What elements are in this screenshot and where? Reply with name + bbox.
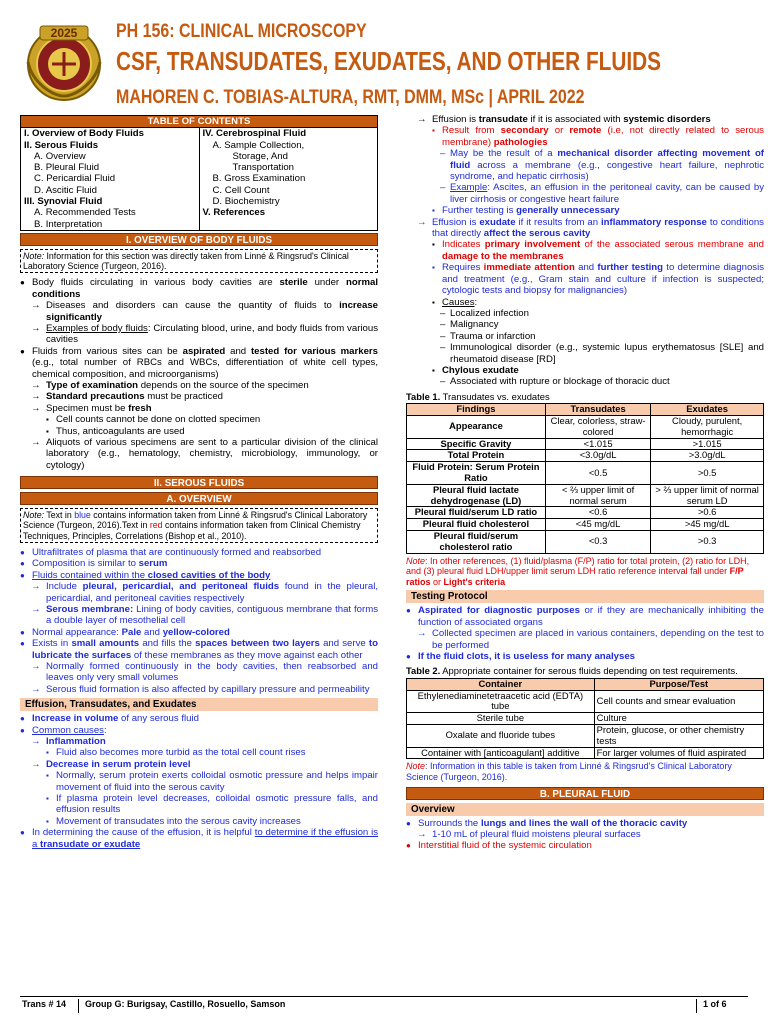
toc-item[interactable]: D. Biochemistry	[212, 196, 280, 208]
list-item: ▪ Fluid also becomes more turbid as the total cell count rises	[20, 747, 378, 758]
list-item: ● Body fluids circulating in various body cavities are sterile under normal conditions	[20, 277, 378, 300]
table-cell: Clear, colorless, straw-colored	[545, 415, 650, 438]
table-cell: Container with [anticoagulant] additive	[407, 747, 595, 759]
list-item: ● Common causes:	[20, 725, 378, 736]
serous-overview-list	[20, 547, 378, 695]
list-item: ▪ If plasma protein level decreases, colloidal osmotic pressure falls, and effusion results	[20, 793, 378, 816]
table-row	[407, 519, 764, 531]
table-row	[407, 724, 764, 747]
toc-item[interactable]: Transportation	[232, 162, 295, 174]
table-cell: Pleural fluid lactate dehydrogenase (LD)	[407, 484, 546, 507]
toc-item[interactable]: C. Cell Count	[212, 184, 270, 196]
table-cell: >3.0g/dL	[651, 450, 764, 462]
table-row	[407, 415, 764, 438]
table-of-contents	[20, 115, 378, 231]
toc-item[interactable]: IV. Cerebrospinal Fluid	[202, 128, 307, 140]
left-column	[20, 115, 378, 850]
list-item: → Effusion is exudate if it results from an inflammatory response to conditions that directly affect the serous cavity	[406, 217, 764, 240]
college-seal-logo	[22, 22, 106, 104]
table-cell: < ⅔ upper limit of normal serum	[545, 484, 650, 507]
table-cell: Culture	[594, 713, 763, 725]
list-item: ▪ Indicates primary involvement of the associated serous membrane and damage to the membranes	[406, 239, 764, 262]
page-footer	[20, 996, 748, 1009]
table-row	[407, 462, 764, 485]
list-item: ● Aspirated for diagnostic purposes or if they are mechanically inhibiting the function of associated organs	[406, 605, 764, 628]
table-header: Container	[407, 678, 595, 690]
table-cell: >0.5	[651, 462, 764, 485]
toc-item[interactable]: B. Pleural Fluid	[34, 162, 100, 174]
list-item: → Normally formed continuously in the body cavities, then reabsorbed and leaves only very small volumes	[20, 661, 378, 684]
toc-left-list	[21, 128, 200, 231]
section-bar-overview: I. OVERVIEW OF BODY FLUIDS	[20, 233, 378, 246]
table-cell: <1.015	[545, 438, 650, 450]
pleural-overview-list	[406, 818, 764, 852]
list-item: → Standard precautions must be practiced	[20, 391, 378, 402]
list-item: → Effusion is transudate if it is associated with systemic disorders	[406, 114, 764, 125]
table-cell: > ⅔ upper limit of normal serum LD	[651, 484, 764, 507]
footer-trans: Trans # 14	[22, 999, 67, 1009]
list-item: ● Composition is similar to serum	[20, 558, 378, 569]
table-cell: Cell counts and smear evaluation	[594, 690, 763, 713]
list-item: → Decrease in serum protein level	[20, 759, 378, 770]
list-item: → Inflammation	[20, 736, 378, 747]
right-column	[406, 114, 764, 852]
table-cell: Pleural fluid/serum cholesterol ratio	[407, 530, 546, 553]
table-cell: <45 mg/dL	[545, 519, 650, 531]
table-cell: Sterile tube	[407, 713, 595, 725]
pleural-overview-heading: Overview	[406, 803, 764, 816]
list-item: – May be the result of a mechanical disorder affecting movement of fluid across a membrane (e.g., congestive heart failure, nephrotic syndrome, and hepatic cirrhosis)	[406, 148, 764, 182]
table-header: Purpose/Test	[594, 678, 763, 690]
table-header: Findings	[407, 404, 546, 416]
note-box: Note: Text in blue contains information taken from Linné & Ringsrud's Clinical Laboratory Science (Turgeon, 2016).Text in red contains information taken from Clinical Chemistry Techniques, Principles, Correlations (Bishop et al., 2010).	[20, 508, 378, 543]
overview-list	[20, 277, 378, 471]
list-item: ● In determining the cause of the effusion, it is helpful to determine if the effusion is a transudate or exudate	[20, 827, 378, 850]
testing-protocol-heading: Testing Protocol	[406, 590, 764, 603]
toc-item[interactable]: A. Recommended Tests	[34, 207, 136, 219]
list-item: ▪ Thus, anticoagulants are used	[20, 426, 378, 437]
toc-item[interactable]: III. Synovial Fluid	[24, 196, 103, 208]
subsection-bar-overview: A. OVERVIEW	[20, 492, 378, 505]
transudate-exudate-table	[406, 403, 764, 553]
table-cell: Pleural fluid cholesterol	[407, 519, 546, 531]
effusion-heading: Effusion, Transudates, and Exudates	[20, 698, 378, 711]
table-row	[407, 747, 764, 759]
logo-year-text: 2025	[50, 26, 78, 40]
table-cell: Oxalate and fluoride tubes	[407, 724, 595, 747]
list-item: ● Interstitial fluid of the systemic circulation	[406, 840, 764, 851]
list-item: ▪ Chylous exudate	[406, 365, 764, 376]
list-item: – Malignancy	[406, 319, 764, 330]
note-box: Note: Information for this section was directly taken from Linné & Ringsrud's Clinical Laboratory Science (Turgeon, 2016).	[20, 249, 378, 273]
effusion-list	[20, 713, 378, 850]
author-line: MAHOREN C. TOBIAS-ALTURA, RMT, DMM, MSc | APRIL 2022	[116, 86, 585, 108]
toc-item[interactable]: D. Ascitic Fluid	[34, 184, 97, 196]
toc-item[interactable]: II. Serous Fluids	[24, 139, 99, 151]
subsection-bar-pleural: B. PLEURAL FLUID	[406, 787, 764, 800]
course-title: PH 156: CLINICAL MICROSCOPY	[116, 21, 367, 42]
table-cell: Total Protein	[407, 450, 546, 462]
table-cell: <3.0g/dL	[545, 450, 650, 462]
list-item: ▪ Requires immediate attention and further testing to determine diagnosis and treatment (e.g., Gram stain and culture if infection is suspected; cytologic tests and biopsy for malignancies)	[406, 262, 764, 296]
list-item: ● Fluids contained within the closed cavities of the body	[20, 570, 378, 581]
table-cell: >0.3	[651, 530, 764, 553]
container-table	[406, 678, 764, 760]
table-row	[407, 450, 764, 462]
toc-item[interactable]: B. Interpretation	[34, 218, 103, 230]
list-item: → Examples of body fluids: Circulating blood, urine, and body fluids from various cavities	[20, 323, 378, 346]
table-cell: <0.6	[545, 507, 650, 519]
transudate-exudate-list	[406, 114, 764, 388]
table1-note: Note: In other references, (1) fluid/plasma (F/P) ratio for total protein, (2) ratio for LDH, and (3) pleural fluid LDH/upper limit serum LDH ratio reference interval fall under F/P ratios or Light's criteria	[406, 555, 750, 587]
table-cell: <0.5	[545, 462, 650, 485]
list-item: → Aliquots of various specimens are sent to a particular division of the clinical laboratory (e.g., hematology, chemistry, microbiology, immunology, or cytology)	[20, 437, 378, 471]
list-item: – Example: Ascites, an effusion in the peritoneal cavity, can be caused by liver cirrhosis or congestive heart failure	[406, 182, 764, 205]
table-cell: Protein, glucose, or other chemistry tests	[594, 724, 763, 747]
toc-heading: TABLE OF CONTENTS	[21, 116, 378, 128]
list-item: ● Ultrafiltrates of plasma that are continuously formed and reabsorbed	[20, 547, 378, 558]
list-item: – Trauma or infarction	[406, 331, 764, 342]
list-item: ▪ Movement of transudates into the serous cavity increases	[20, 816, 378, 827]
list-item: ● If the fluid clots, it is useless for many analyses	[406, 651, 764, 662]
table-cell: >0.6	[651, 507, 764, 519]
list-item: ● Exists in small amounts and fills the spaces between two layers and serve to lubricate the surfaces of these membranes as they move against each other	[20, 638, 378, 661]
table-header: Exudates	[651, 404, 764, 416]
table-cell: Specific Gravity	[407, 438, 546, 450]
toc-right-list	[199, 128, 378, 231]
table-row	[407, 690, 764, 713]
table-cell: >1.015	[651, 438, 764, 450]
table1-caption: Table 1. Transudates vs. exudates	[406, 390, 550, 402]
list-item: ▪ Result from secondary or remote (i.e, not directly related to serous membrane) pathologies	[406, 125, 764, 148]
table-row	[407, 713, 764, 725]
table-cell: Cloudy, purulent, hemorrhagic	[651, 415, 764, 438]
list-item: → Include pleural, pericardial, and peritoneal fluids found in the pleural, pericardial, and peritoneal cavities respectively	[20, 581, 378, 604]
table2-note: Note: Information in this table is taken from Linné & Ringsrud's Clinical Laboratory Science (Turgeon, 2016).	[406, 761, 732, 782]
toc-item[interactable]: B. Gross Examination	[212, 173, 306, 185]
table-cell: For larger volumes of fluid aspirated	[594, 747, 763, 759]
toc-item[interactable]: A. Sample Collection,	[212, 139, 305, 151]
table-cell: Ethylenediaminetetraacetic acid (EDTA) tube	[407, 690, 595, 713]
toc-item[interactable]: C. Pericardial Fluid	[34, 173, 116, 185]
table-row	[407, 530, 764, 553]
table-cell: Fluid Protein: Serum Protein Ratio	[407, 462, 546, 485]
list-item: → Type of examination depends on the source of the specimen	[20, 380, 378, 391]
testing-protocol-list	[406, 605, 764, 662]
footer-group: Group G: Burigsay, Castillo, Rosuello, Samson	[78, 999, 285, 1013]
toc-item[interactable]: Storage, And	[232, 150, 288, 162]
table-cell: >45 mg/dL	[651, 519, 764, 531]
table-cell: Pleural fluid/serum LD ratio	[407, 507, 546, 519]
table-cell: Appearance	[407, 415, 546, 438]
list-item: → Diseases and disorders can cause the quantity of fluids to increase significantly	[20, 300, 378, 323]
list-item: ▪ Normally, serum protein exerts colloidal osmotic pressure and helps impair movement of fluid into the serous cavity	[20, 770, 378, 793]
list-item: ▪ Cell counts cannot be done on clotted specimen	[20, 414, 378, 425]
table2-caption: Table 2. Appropriate container for serous fluids depending on test requirements.	[406, 665, 738, 677]
list-item: ▪ Further testing is generally unnecessary	[406, 205, 764, 216]
table-cell: <0.3	[545, 530, 650, 553]
table-row	[407, 507, 764, 519]
list-item: → Serous membrane: Lining of body cavities, contiguous membrane that forms a double layer of mesothelial cell	[20, 604, 378, 627]
footer-page-number: 1 of 6	[696, 999, 727, 1013]
table-row	[407, 438, 764, 450]
list-item: → Collected specimen are placed in various containers, depending on the test to be performed	[406, 628, 764, 651]
list-item: ● Normal appearance: Pale and yellow-colored	[20, 627, 378, 638]
list-item: – Immunological disorder (e.g., systemic lupus erythematosus [SLE] and rheumatoid disease [RD]	[406, 342, 764, 365]
toc-item[interactable]: V. References	[202, 207, 266, 219]
list-item: → 1-10 mL of pleural fluid moistens pleural surfaces	[406, 829, 764, 840]
list-item: ● Fluids from various sites can be aspirated and tested for various markers (e.g., total number of RBCs and WBCs, differentiation of white cell types, chemical composition, and microorganisms)	[20, 346, 378, 380]
toc-item[interactable]: I. Overview of Body Fluids	[24, 128, 144, 140]
list-item: → Serous fluid formation is also affected by capillary pressure and permeability	[20, 684, 378, 695]
section-bar-serous: II. SEROUS FLUIDS	[20, 476, 378, 489]
document-title: CSF, TRANSUDATES, EXUDATES, AND OTHER FLUIDS	[116, 46, 662, 76]
list-item: – Localized infection	[406, 308, 764, 319]
toc-item[interactable]: A. Overview	[34, 150, 86, 162]
list-item: ▪ Causes:	[406, 297, 764, 308]
list-item: – Associated with rupture or blockage of thoracic duct	[406, 376, 764, 387]
table-header: Transudates	[545, 404, 650, 416]
table-row	[407, 484, 764, 507]
list-item: ● Increase in volume of any serous fluid	[20, 713, 378, 724]
list-item: → Specimen must be fresh	[20, 403, 378, 414]
list-item: ● Surrounds the lungs and lines the wall of the thoracic cavity	[406, 818, 764, 829]
